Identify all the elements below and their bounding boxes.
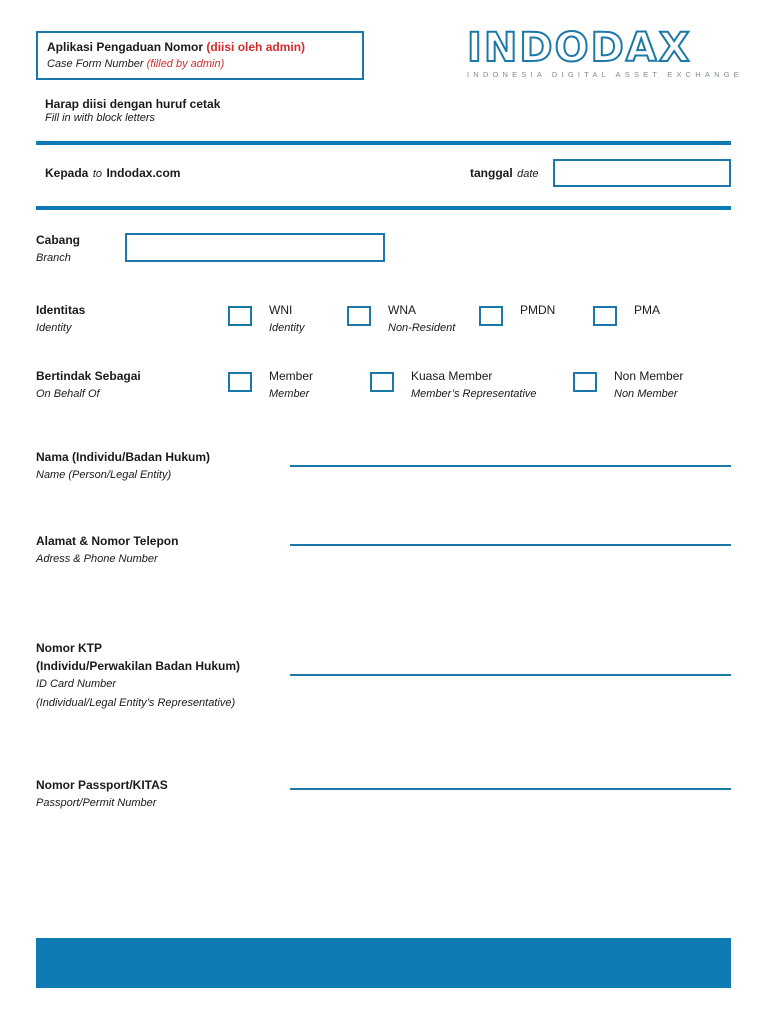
passport-field[interactable] (290, 788, 731, 790)
address-field[interactable] (290, 544, 731, 546)
case-form-label-en: Case Form Number (filled by admin) (47, 58, 225, 70)
case-form-note-id: (diisi oleh admin) (206, 40, 306, 54)
divider-top (36, 141, 731, 145)
divider-bottom (36, 206, 731, 210)
on-behalf-label-en: On Behalf Of (36, 388, 100, 400)
identity-wni-checkbox[interactable] (228, 306, 252, 326)
branch-label-en: Branch (36, 252, 71, 264)
ktp-field[interactable] (290, 674, 731, 676)
on-behalf-member-checkbox[interactable] (228, 372, 252, 392)
ktp-label-en-1: ID Card Number (36, 678, 117, 690)
name-field[interactable] (290, 465, 731, 467)
branch-field[interactable] (125, 233, 385, 262)
identity-label-en: Identity (36, 322, 72, 334)
passport-label-en: Passport/Permit Number (36, 797, 157, 809)
logo-tagline: INDONESIA DIGITAL ASSET EXCHANGE (467, 70, 743, 79)
recipient-label: Kepada to Indodax.com (45, 166, 181, 180)
ktp-label-en-2: (Individual/Legal Entity’s Representative) (36, 697, 236, 709)
logo-wordmark: INDODAX (467, 25, 692, 71)
identity-wni-option: WNI Identity (269, 303, 305, 334)
date-field[interactable] (553, 159, 731, 187)
case-form-number-box[interactable] (36, 31, 364, 80)
instructions-id: Harap diisi dengan huruf cetak (45, 97, 221, 111)
address-label-en: Adress & Phone Number (36, 553, 158, 565)
instructions-en: Fill in with block letters (45, 112, 156, 124)
identity-wna-checkbox[interactable] (347, 306, 371, 326)
ktp-label-id-1: Nomor KTP (36, 641, 102, 655)
identity-pmdn-checkbox[interactable] (479, 306, 503, 326)
identity-label-id: Identitas (36, 303, 86, 317)
on-behalf-non-member-option: Non Member Non Member (614, 369, 684, 400)
identity-pma-option: PMA (634, 303, 661, 317)
name-label-id: Nama (Individu/Badan Hukum) (36, 450, 211, 464)
identity-pmdn-option: PMDN (520, 303, 556, 317)
on-behalf-label-id: Bertindak Sebagai (36, 369, 141, 383)
on-behalf-non-member-checkbox[interactable] (573, 372, 597, 392)
passport-label-id: Nomor Passport/KITAS (36, 778, 168, 792)
address-label-id: Alamat & Nomor Telepon (36, 534, 179, 548)
on-behalf-representative-option: Kuasa Member Member’s Representative (411, 369, 537, 400)
date-label: tanggal date (470, 166, 539, 180)
on-behalf-member-option: Member Member (269, 369, 314, 400)
on-behalf-representative-checkbox[interactable] (370, 372, 394, 392)
indodax-logo (467, 25, 743, 79)
ktp-label-id-2: (Individu/Perwakilan Badan Hukum) (36, 659, 241, 673)
identity-wna-option: WNA Non-Resident (388, 303, 456, 334)
case-form-label-id: Aplikasi Pengaduan Nomor (diisi oleh admin) (47, 40, 306, 54)
recipient-name: Indodax.com (106, 166, 181, 180)
footer-band (36, 938, 731, 988)
name-label-en: Name (Person/Legal Entity) (36, 469, 172, 481)
branch-label-id: Cabang (36, 233, 81, 247)
case-form-note-en: (filled by admin) (146, 58, 225, 70)
identity-pma-checkbox[interactable] (593, 306, 617, 326)
